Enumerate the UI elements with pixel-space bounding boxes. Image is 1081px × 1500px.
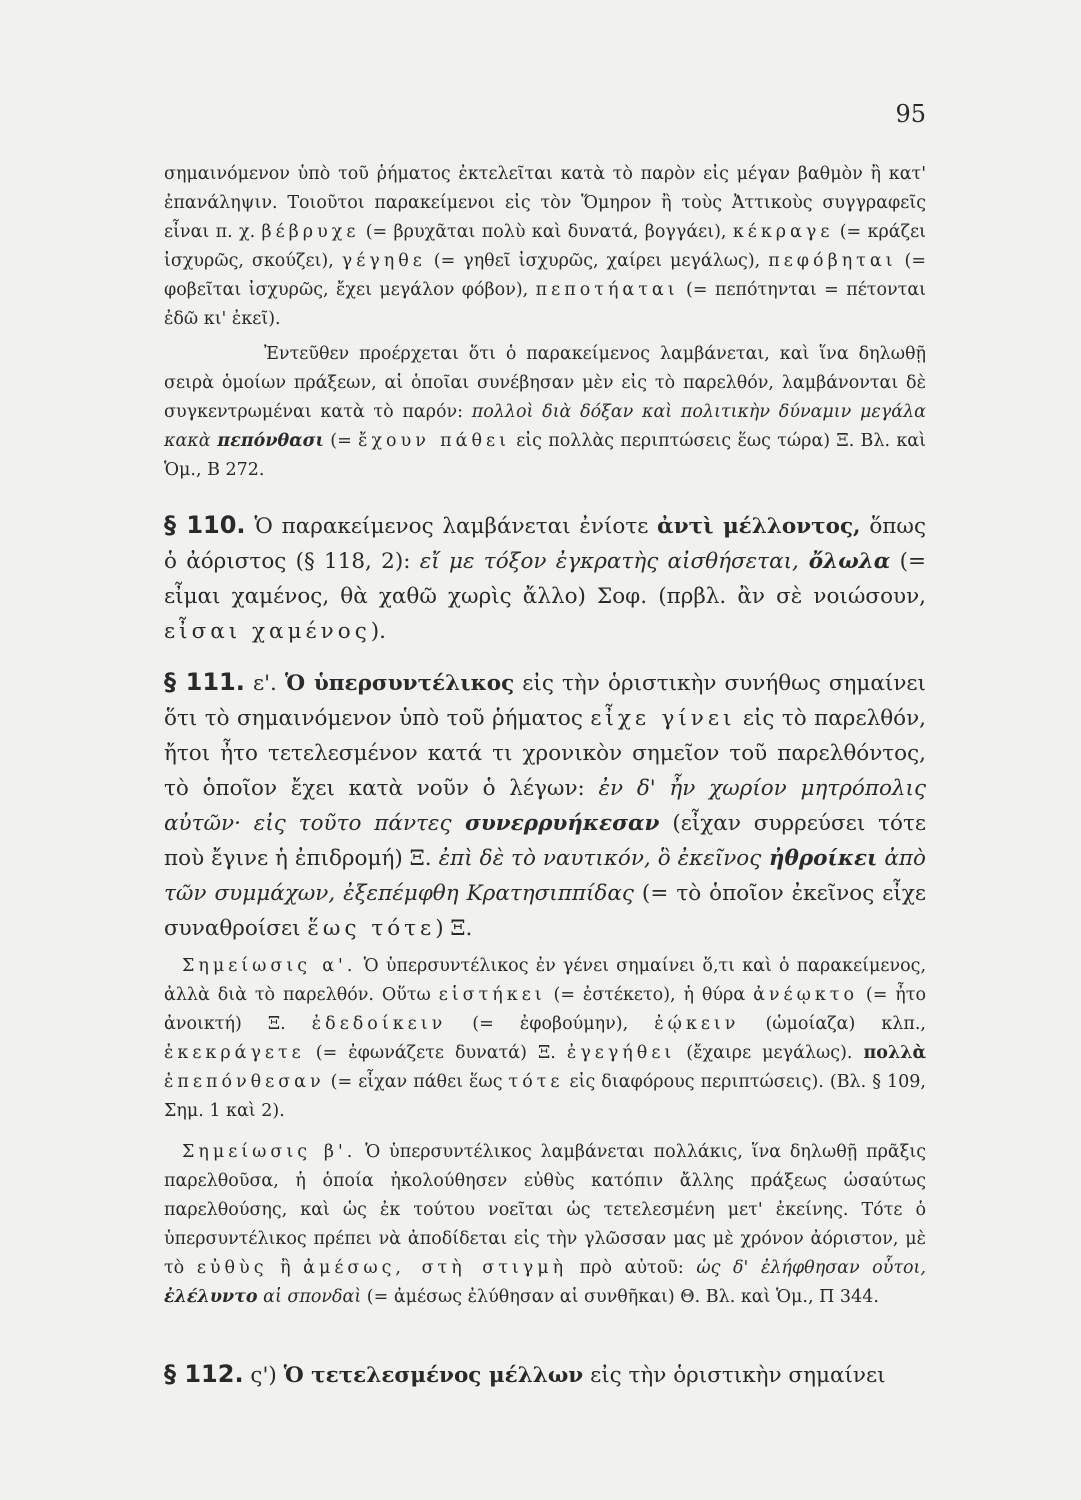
note-a-text-5: (ὡμοίαζα) κλπ., (739, 1014, 926, 1034)
intro-paragraph (164, 160, 926, 334)
intro-text-1: σημαινόμενον ὑπὸ τοῦ ῥήματος ἐκτελεῖται κατὰ τὸ παρὸν εἰς μέγαν βαθμὸν ἢ κατ' ἐπανάληψιν. Τοιοῦτοι παρακείμενοι εἰς τὸν Ὅμηρον ἢ τοὺς Ἀττικοὺς συγγραφεῖς εἶναι π. χ. (164, 164, 926, 242)
section-111-number: § 111. (164, 668, 245, 696)
note-a-word-8: τότε (508, 1072, 564, 1092)
example-word-5: πεποτήαται (535, 280, 679, 300)
note-b-text-3: πρὸ αὐτοῦ: (567, 1258, 697, 1278)
note-b (164, 1138, 926, 1312)
note-a-text-9: εἰς διαφόρους περιπτώσεις). (Βλ. § 109, Σημ. 1 καὶ 2). (164, 1072, 926, 1121)
intro-text-3: (= κράζει ἰσχυρῶς, σκούζει), (164, 222, 926, 271)
note-a-text-1: Ὁ ὑπερσυντέλικος ἐν γένει σημαίνει ὅ,τι καὶ ὁ παρακείμενος, ἀλλὰ διὰ τὸ παρελθόν. Οὕτω (164, 956, 927, 1005)
note-b-word-2: ἀμέσως, στὴ στιγμὴ (303, 1258, 568, 1278)
s111-bold-3: ἠθροίκει (761, 846, 878, 871)
note-a-word-1: εἱστήκει (438, 985, 546, 1005)
s111-italic-1: ἐν δ' ἦν χωρίον μητρόπολις αὐτῶν· εἰς τοῦτο πάντες (164, 776, 926, 836)
s111-text-1: ε'. (244, 671, 286, 696)
note-b-italic-2: αἱ σπονδαὶ (257, 1287, 362, 1307)
intro-text-2: (= βρυχᾶται πολὺ καὶ δυνατά, βογγάει), (359, 222, 733, 242)
second-paragraph (164, 340, 926, 485)
s111-text-4: (εἶχαν συρρεύσει τότε ποὺ ἔγινε ἡ ἐπιδρομή) Ξ. (164, 811, 926, 871)
s111-text-2: εἰς τὴν ὁριστικὴν συνήθως σημαίνει ὅτι τὸ σημαινόμενον ὑπὸ τοῦ ῥήματος (164, 671, 926, 731)
s110-italic-1: εἴ με τόξον ἐγκρατὴς αἰσθήσεται, (419, 549, 799, 574)
note-a-text-8: (= εἶχαν πάθει ἕως (324, 1072, 509, 1092)
note-a-label: Σημείωσις α'. (182, 956, 357, 976)
note-a-word-2: ἀνέῳκτο (753, 985, 859, 1005)
note-a-text-6: (= ἐφωνάζετε δυνατά) Ξ. (304, 1043, 567, 1063)
note-a-text-4: (= ἐφοβούμην), (446, 1014, 655, 1034)
s111-italic-2: ἐπὶ δὲ τὸ ναυτικόν, ὃ ἐκεῖνος (438, 846, 762, 871)
note-a-word-5: ἐκεκράγετε (164, 1043, 305, 1063)
note-a (164, 952, 926, 1126)
intro-text-5: (= φοβεῖται ἰσχυρῶς, ἔχει μεγάλον φόβον), (164, 251, 926, 300)
note-b-text-1: Ὁ ὑπερσυντέλικος λαμβάνεται πολλάκις, ἵνα δηλωθῇ πρᾶξις παρελθοῦσα, ἡ ὁποία ἠκολούθησεν εὐθὺς κατόπιν ἄλλης πράξεως ὡσαύτως παρελθούσης, καὶ ὡς ἐκ τούτου νοεῖται ὡς τετελεσμένη μετ' ἐκείνης. Τότε ὁ ὑπερσυντέλικος πρέπει νὰ ἀποδίδεται εἰς τὴν γλῶσσαν μας μὲ χρόνον ἀόριστον, μὲ τὸ (164, 1142, 926, 1278)
s110-text-2: ὅπως ὁ ἀόριστος (§ 118, 2): (164, 514, 926, 574)
s111-spaced-2: ἕως τότε (307, 916, 436, 941)
s111-italic-3: ἀπὸ τῶν συμμάχων, ἐξεπέμφθη Κρατησιππίδας (164, 846, 926, 906)
note-a-text-2: (= ἐστέκετο), ἡ θύρα (545, 985, 754, 1005)
note-b-text-2: ἢ (267, 1258, 304, 1278)
note-b-label: Σημείωσις β'. (182, 1142, 357, 1162)
note-a-text-7: (ἔχαιρε μεγάλως). (675, 1043, 864, 1063)
second-text-1: Ἐντεῦθεν προέρχεται ὅτι ὁ παρακείμενος λαμβάνεται, καὶ ἵνα δηλωθῇ σειρὰ ὁμοίων πράξεων, αἱ ὁποῖαι συνέβησαν μὲν εἰς τὸ παρελθόν, λαμβάνονται δὲ συγκεντρωμέναι κατὰ τὸ παρόν: (164, 344, 926, 422)
s112-text-1: ς') (243, 1363, 284, 1388)
s111-spaced-1: εἶχε γίνει (590, 706, 736, 731)
section-111 (164, 665, 926, 946)
s110-spaced-1: εἶσαι χαμένος (164, 619, 371, 644)
note-b-word-1: εὐθὺς (196, 1258, 268, 1278)
section-110 (164, 508, 926, 649)
section-112 (164, 1357, 926, 1393)
intro-text-4: (= γηθεῖ ἰσχυρῶς, χαίρει μεγάλως), (425, 251, 769, 271)
example-word-1: βέβρυχε (261, 222, 360, 242)
section-110-number: § 110. (164, 511, 246, 539)
note-a-text-3: (= ἦτο ἀνοικτή) Ξ. (164, 985, 927, 1034)
page-number: 95 (895, 100, 926, 128)
example-word-2: κέκραγε (732, 222, 834, 242)
second-spaced-1: ἔχουν πάθει (358, 431, 510, 451)
s111-bold-2: συνερρυήκεσαν (451, 811, 660, 836)
note-b-text-4: (= ἀμέσως ἐλύθησαν αἱ συνθῆκαι) Θ. Βλ. καὶ Ὁμ., Π 344. (361, 1287, 879, 1307)
s110-bold-1: ἀντὶ μέλλοντος, (657, 514, 861, 539)
note-a-word-7: ἐπεπόνθεσαν (164, 1072, 325, 1092)
section-112-number: § 112. (164, 1360, 244, 1388)
note-a-word-3: ἐδεδοίκειν (311, 1014, 447, 1034)
note-a-bold-1: πολλὰ (863, 1043, 926, 1063)
s110-text-3: (= εἶμαι χαμένος, θὰ χαθῶ χωρὶς ἄλλο) Σοφ. (πρβλ. ἂν σὲ νοιώσουν, (164, 549, 927, 609)
s110-text-4: ). (370, 619, 386, 644)
s110-bold-2: ὄλωλα (798, 549, 891, 574)
second-italic-1: πολλοὶ διὰ δόξαν καὶ πολιτικὴν δύναμιν μεγάλα κακὰ (164, 402, 926, 451)
note-b-italic-1: ὡς δ' ἐλήφθησαν οὗτοι, (696, 1258, 926, 1278)
second-bold-1: πεπόνθασι (210, 431, 324, 451)
note-a-word-4: ἐῴκειν (654, 1014, 740, 1034)
note-b-bold-1: ἐλέλυντο (164, 1287, 258, 1307)
second-text-3: εἰς πολλὰς περιπτώσεις ἕως τώρα) Ξ. Βλ. καὶ Ὁμ., Β 272. (164, 431, 926, 480)
s112-bold-1: Ὁ τετελεσμένος μέλλων (283, 1363, 584, 1388)
note-a-word-6: ἐγεγήθει (566, 1043, 676, 1063)
s111-bold-1: Ὁ ὑπερσυντέλικος (285, 671, 515, 696)
intro-text-6: (= πεπότηνται = πέτονται ἐδῶ κι' ἐκεῖ). (164, 280, 926, 329)
s111-text-3: εἰς τὸ παρελθόν, ἤτοι ἦτο τετελεσμένον κατά τι χρονικὸν σημεῖον τοῦ παρελθόντος, τὸ ὁποῖον ἔχει κατὰ νοῦν ὁ λέγων: (164, 706, 927, 801)
example-word-3: γέγηθε (341, 251, 426, 271)
s111-text-5: (= τὸ ὁποῖον ἐκεῖνος εἶχε συναθροίσει (164, 881, 926, 941)
example-word-4: πεφόβηται (768, 251, 897, 271)
second-text-2: (= (324, 431, 359, 451)
s112-text-2: εἰς τὴν ὁριστικὴν σημαίνει (583, 1363, 886, 1388)
s110-text-1: Ὁ παρακείμενος λαμβάνεται ἐνίοτε (245, 514, 658, 539)
s111-text-6: ) Ξ. (435, 916, 473, 941)
